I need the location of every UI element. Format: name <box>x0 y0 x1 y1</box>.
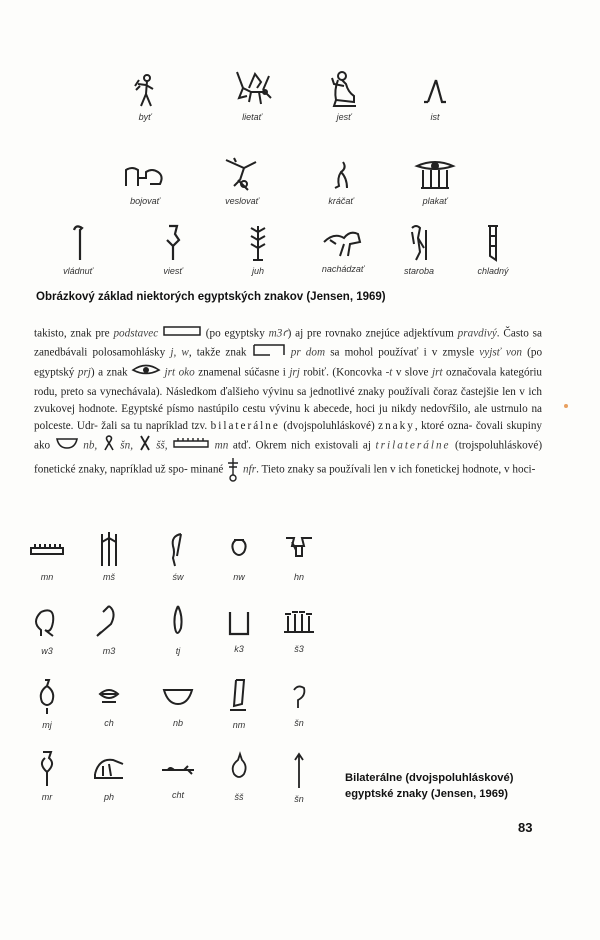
basket-icon <box>55 437 79 455</box>
hieroglyph-staroba: staroba <box>374 222 464 276</box>
hieroglyph-ist: ist <box>390 72 480 122</box>
hieroglyph-kracat: kráčať <box>296 158 386 206</box>
flying-bird-icon <box>229 68 275 110</box>
block-icon <box>224 676 254 718</box>
placenta-icon <box>94 680 124 716</box>
body-term: pr dom <box>290 346 326 359</box>
hieroglyph-vladnut: vládnuť <box>33 222 123 276</box>
plants-icon <box>282 532 316 570</box>
body-term: jrt <box>431 367 443 380</box>
house-icon <box>252 343 286 363</box>
scepter-icon <box>66 222 90 264</box>
body-text: adjektívum <box>403 327 454 340</box>
pot-icon <box>224 532 254 570</box>
body-text: (po egyptský <box>34 346 543 380</box>
fox-skins-icon <box>94 530 124 570</box>
rowing-man-icon <box>220 154 264 194</box>
branch-icon <box>158 754 198 788</box>
body-text: (dvojspoluhláskové) <box>283 420 375 433</box>
body-text: existovali aj <box>314 439 372 452</box>
hieroglyph-plakat: plakať <box>390 156 480 206</box>
body-term: nfr <box>243 464 257 476</box>
body-text: znamenal súčasne i <box>198 367 286 380</box>
body-term: nb, <box>83 439 98 452</box>
old-man-with-staff-icon <box>404 222 434 264</box>
sign-sn-arrow: šn <box>254 750 344 804</box>
sign-sw: św <box>133 530 223 582</box>
staff-icon <box>161 222 185 264</box>
body-text: minané <box>190 464 224 476</box>
arrow-up-icon <box>284 750 314 792</box>
body-term: jrt oko <box>164 367 195 380</box>
caption-line: egyptské znaky (Jensen, 1969) <box>345 788 508 800</box>
body-text: ) a znak <box>90 367 128 380</box>
body-text: , takže znak <box>188 346 247 359</box>
alabaster-basin-icon <box>224 750 254 790</box>
hieroglyph-viest: viesť <box>128 222 218 276</box>
sign-mn: mn <box>2 530 92 582</box>
sign-m3: m3 <box>64 602 154 656</box>
body-text: robiť. (Koncovka <box>303 367 383 380</box>
hieroglyph-veslovat: veslovať <box>197 154 287 206</box>
sign-mj: mj <box>2 676 92 730</box>
body-term: jrj <box>289 367 300 380</box>
hieroglyph-nachadzat: nachádzať <box>298 224 388 274</box>
body-term: šn, <box>120 439 134 452</box>
lasso-icon <box>27 602 67 644</box>
hoe-icon <box>32 748 62 790</box>
sign-mr: mr <box>2 748 92 802</box>
body-term: pravdivý <box>457 327 497 340</box>
sign-s3: š3 <box>254 604 344 654</box>
body-term: prj <box>77 367 91 380</box>
sign-nb: nb <box>133 680 223 728</box>
body-term: mn <box>214 439 229 452</box>
feather-icon <box>163 530 193 570</box>
body-text: čovali skupiny ako <box>34 420 543 452</box>
sign-ss: šš <box>194 750 284 802</box>
hieroglyph-chladny: chladný <box>448 222 538 276</box>
seated-man-eating-icon <box>324 70 364 110</box>
body-spaced-term: trilaterálne <box>375 439 451 452</box>
body-text: (trojspoluhláskové) fonetické znaky, napríklad už spo- <box>34 439 543 476</box>
sign-cht: cht <box>133 754 223 800</box>
body-text: . Tieto znaky sa používali len v ich fonetickej hodnote, v hoci- <box>256 464 536 476</box>
arms-fighting-icon <box>122 158 168 194</box>
body-text: sa mohol používať i v zmysle <box>330 346 475 359</box>
hieroglyph-lietat: lietať <box>207 68 297 122</box>
sign-ch: ch <box>64 680 154 728</box>
body-text: takisto, znak pre <box>34 327 110 340</box>
hieroglyph-jest: jesť <box>299 70 389 122</box>
body-spaced-term: bilaterálne <box>210 420 280 433</box>
sign-tj: tj <box>133 602 223 656</box>
ibis-bird-icon <box>320 224 366 262</box>
gaming-board-icon <box>27 530 67 570</box>
top-figure-caption: Obrázkový základ niektorých egyptských znakov (Jensen, 1969) <box>36 291 386 303</box>
hieroglyph-bojovat: bojovať <box>100 158 190 206</box>
body-text: rodu, preto sa vynechávala). Následkom ďalšieho vývinu sa jednotlivé znaky <box>34 385 385 398</box>
milk-jug-icon <box>32 676 62 718</box>
weeping-eye-icon <box>413 156 457 194</box>
sickle-icon <box>89 602 129 644</box>
rope-loop-icon <box>102 435 116 457</box>
sign-nm: nm <box>194 676 284 730</box>
bilateral-signs-caption <box>345 770 555 802</box>
body-term: j, w <box>170 346 189 359</box>
lotus-pool-icon <box>138 435 152 457</box>
sedge-plant-icon <box>243 222 273 264</box>
hieroglyph-byt: byť <box>100 72 190 122</box>
body-text: . Často sa zanedbávali polosamohlásky <box>34 327 542 359</box>
body-text: , ktoré ozna- <box>414 420 473 433</box>
body-spaced-term: znaky <box>378 420 415 433</box>
body-text: ) aj pre rovnako znejúce <box>287 327 400 340</box>
body-text: atď. Okrem nich <box>232 439 311 452</box>
body-term: m3ꜥ <box>268 327 288 340</box>
basket-icon <box>158 680 198 716</box>
body-text: v slove <box>395 367 429 380</box>
caption-line: Bilaterálne (dvojspoluhláskové) <box>345 772 514 784</box>
body-term: -t <box>385 367 393 380</box>
raised-arms-icon <box>224 606 254 642</box>
sign-k3: k3 <box>194 606 284 654</box>
body-paragraph <box>34 325 542 483</box>
pestle-icon <box>165 602 191 644</box>
lotus-flowers-icon <box>280 604 318 642</box>
margin-mark <box>564 404 568 408</box>
striding-legs-icon <box>321 158 361 194</box>
lion-hindquarters-icon <box>89 750 129 790</box>
sign-hn: hn <box>254 532 344 582</box>
body-text: cestu vývinu k abecede, hoci ju nikdy nedovŕšilo, ale ustrnulo na polceste. Udr- <box>34 402 543 433</box>
sign-ph: ph <box>64 750 154 802</box>
gaming-board-icon <box>172 437 210 455</box>
sign-nw: nw <box>194 532 284 582</box>
walking-legs-icon <box>420 72 450 110</box>
body-term: vyjsť von <box>479 346 523 359</box>
hook-icon <box>284 680 314 716</box>
pedestal-icon <box>162 325 202 343</box>
water-jar-icon <box>480 222 506 264</box>
body-text: používali čoraz častejšie len v ich zvukovej hodnote. Egyptské písmo nastúpilo <box>34 385 542 415</box>
page-number: 83 <box>518 820 533 835</box>
nfr-heart-windpipe-icon <box>226 457 240 483</box>
body-term: podstavec <box>113 327 159 340</box>
sign-sn: šn <box>254 680 344 728</box>
body-term: šš, <box>156 439 168 452</box>
sign-w3: w3 <box>2 602 92 656</box>
body-text: (po egyptsky <box>205 327 265 340</box>
body-text: žali sa tu napríklad tzv. <box>101 420 208 433</box>
sign-ms: mš <box>64 530 154 582</box>
body-text: označovala kategóriu <box>446 367 543 380</box>
hieroglyph-juh: juh <box>213 222 303 276</box>
standing-man-icon <box>125 72 165 110</box>
eye-icon <box>131 363 161 383</box>
